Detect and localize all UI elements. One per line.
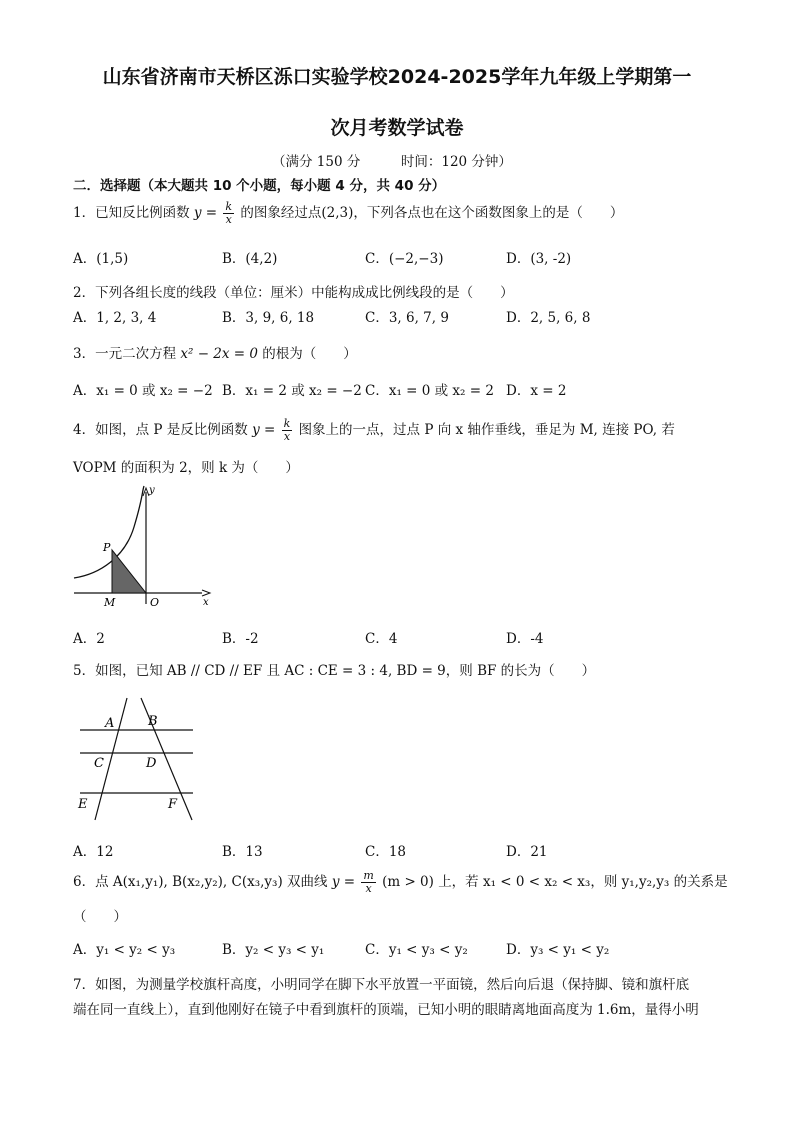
q5-figure: [75, 695, 200, 825]
q2-option-c: C．3, 6, 7, 9: [365, 310, 449, 326]
q5-option-c: C．18: [365, 844, 407, 860]
q5-label-f: F: [168, 797, 178, 812]
q4-figure: [70, 482, 215, 612]
q3-option-d: D．x = 2: [506, 383, 567, 399]
q4-label-p: P: [103, 541, 111, 554]
q3-option-a: A．x₁ = 0 或 x₂ = −2: [73, 383, 213, 399]
q2-option-a: A．1, 2, 3, 4: [73, 310, 157, 326]
q5-label-d: D: [146, 756, 157, 771]
q3-option-c: C．x₁ = 0 或 x₂ = 2: [365, 383, 494, 399]
q1-option-a: A．(1,5): [73, 251, 129, 267]
question-4-stem: [73, 418, 675, 443]
q6-stem-before: 6．点 A(x₁,y₁), B(x₂,y₂), C(x₃,y₃) 双曲线: [73, 874, 328, 890]
q6-fraction-denominator: x: [365, 882, 372, 895]
q4-fraction: [282, 418, 293, 443]
q6-stem-after: (m > 0) 上，若 x₁ < 0 < x₂ < x₃，则 y₁,y₂,y₃ 的关系是: [382, 874, 728, 890]
q2-option-d: D．2, 5, 6, 8: [506, 310, 591, 326]
q4-stem-after: 图象上的一点，过点 P 向 x 轴作垂线，垂足为 M, 连接 PO, 若: [298, 422, 675, 438]
question-4-stem-line2: VOPM 的面积为 2，则 k 为（ ）: [73, 460, 299, 476]
q4-option-c: C．4: [365, 631, 398, 647]
exam-title-line2: 次月考数学试卷: [330, 117, 464, 139]
q1-option-d: D．(3, -2): [506, 251, 572, 267]
question-5-stem: 5．如图，已知 AB // CD // EF 且 AC : CE = 3 : 4, BD = 9，则 BF 的长为（ ）: [73, 663, 596, 679]
q5-label-b: B: [148, 714, 158, 729]
q1-formula-y: y =: [193, 205, 218, 221]
question-6-stem-line2: （ ）: [73, 909, 127, 925]
q4-label-y: y: [149, 485, 155, 496]
q5-label-c: C: [94, 756, 104, 771]
q1-option-c: C．(−2,−3): [365, 251, 444, 267]
q4-option-b: B．-2: [222, 631, 259, 647]
q6-option-c: C．y₁ < y₃ < y₂: [365, 942, 468, 958]
q3-stem-before: 3．一元二次方程: [73, 346, 177, 362]
q6-formula-y: y =: [331, 874, 356, 890]
question-7-line1: 7．如图，为测量学校旗杆高度，小明同学在脚下水平放置一平面镜，然后向后退（保持脚、镜和旗杆底: [73, 977, 690, 993]
q5-option-d: D．21: [506, 844, 548, 860]
q5-label-a: A: [105, 716, 115, 731]
exam-meta: （满分 150 分 时间：120 分钟）: [272, 154, 512, 170]
q3-stem-after: 的根为（ ）: [262, 346, 357, 362]
q4-fraction-denominator: x: [283, 430, 291, 443]
q1-option-b: B．(4,2): [222, 251, 278, 267]
q2-option-b: B．3, 9, 6, 18: [222, 310, 315, 326]
section-heading: 二．选择题（本大题共 10 个小题，每小题 4 分，共 40 分）: [73, 178, 446, 194]
q6-option-b: B．y₂ < y₃ < y₁: [222, 942, 325, 958]
q6-fraction: [361, 870, 375, 895]
question-6-stem: [73, 870, 728, 895]
question-7-line2: 端在同一直线上），直到他刚好在镜子中看到旗杆的顶端，已知小明的眼睛离地面高度为 1.6m，量得小明: [73, 1002, 699, 1018]
q4-label-m: M: [104, 596, 116, 609]
q5-option-b: B．13: [222, 844, 263, 860]
q4-option-a: A．2: [73, 631, 105, 647]
q4-formula-y: y =: [252, 422, 276, 438]
q1-stem-after: 的图象经过点(2,3)，下列各点也在这个函数图象上的是（ ）: [240, 205, 624, 221]
q4-option-d: D．-4: [506, 631, 544, 647]
q3-option-b: B．x₁ = 2 或 x₂ = −2: [222, 383, 362, 399]
q4-fraction-numerator: k: [283, 417, 291, 430]
q6-option-d: D．y₃ < y₁ < y₂: [506, 942, 610, 958]
q5-label-e: E: [78, 797, 88, 812]
exam-title-line1: 山东省济南市天桥区泺口实验学校2024-2025学年九年级上学期第一: [102, 66, 692, 88]
q5-option-a: A．12: [73, 844, 114, 860]
q4-stem-before: 4．如图，点 P 是反比例函数: [73, 422, 248, 438]
q4-label-o: O: [150, 596, 160, 609]
q1-stem-before: 1．已知反比例函数: [73, 205, 190, 221]
question-1-stem: [73, 201, 623, 226]
question-3-stem: [73, 342, 357, 362]
q4-label-x: x: [203, 597, 209, 608]
q1-fraction-numerator: k: [225, 200, 233, 213]
q3-equation: x² − 2x = 0: [180, 346, 258, 362]
q1-fraction-denominator: x: [225, 213, 232, 226]
question-2-stem: 2．下列各组长度的线段（单位：厘米）中能构成成比例线段的是（ ）: [73, 285, 514, 301]
q6-option-a: A．y₁ < y₂ < y₃: [73, 942, 176, 958]
q1-fraction: [223, 201, 234, 226]
q6-fraction-numerator: m: [363, 869, 374, 882]
